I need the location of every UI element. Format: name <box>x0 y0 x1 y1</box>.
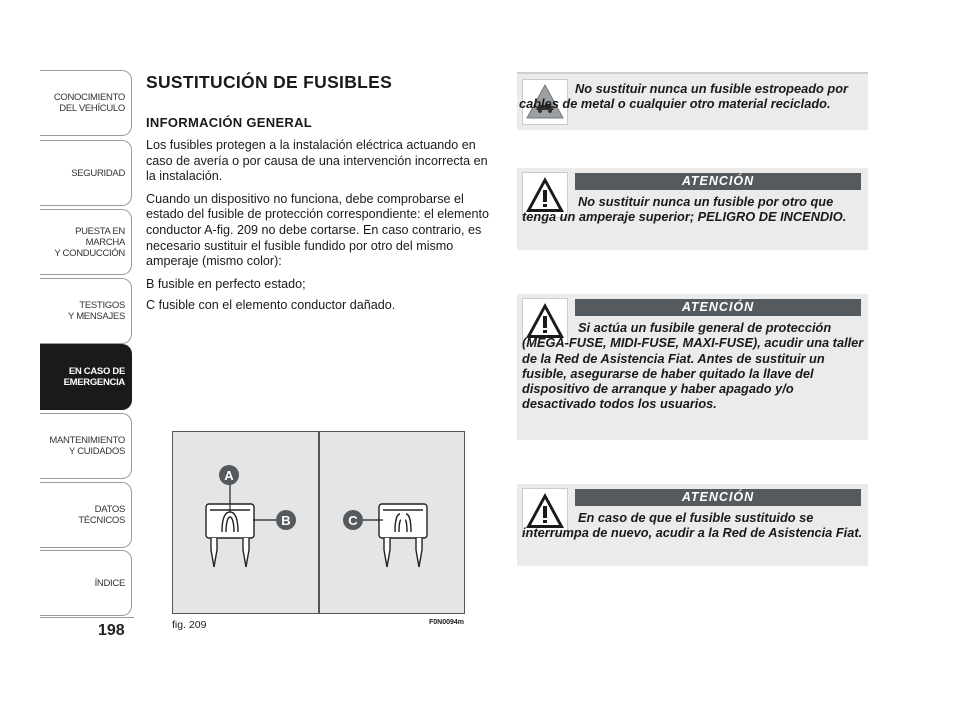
fuse-blown-icon <box>379 504 427 567</box>
fuse-figure <box>172 431 465 614</box>
warning-text-2: Si actúa un fusibile general de protección (MEGA-FUSE, MIDI-FUSE, MAXI-FUSE), acudir una taller de la Red de Asistencia Fiat. Antes de sustituir un fusible, asegurarse de haber quitado la llave del dispositivo de arranque y haber apagado y/o desactivado todos los usuarios. <box>522 320 864 412</box>
tab-indice[interactable]: ÍNDICE <box>40 550 132 616</box>
note-text: No sustituir nunca un fusible estropeado por cables de metal o cualquier otro material reciclado. <box>519 81 849 112</box>
warning-box-1 <box>517 168 868 250</box>
warning-heading-3: ATENCIÓN <box>575 489 861 506</box>
paragraph-check: Cuando un dispositivo no funciona, debe comprobarse el estado del fusible de protección correspondiente: el elemento conductor A-fig. 209 no debe cortarse. En caso contrario, es necesario sustituir el fusible fundido por otro del mismo amperaje (mismo color): <box>146 191 490 269</box>
fuse-good-icon <box>206 504 254 567</box>
note-box <box>517 74 868 130</box>
warning-text-1: No sustituir nunca un fusible por otro que tenga un amperaje superior; PELIGRO DE INCENDIO. <box>522 194 847 225</box>
tab-puesta-en-marcha[interactable]: PUESTA EN MARCHA Y CONDUCCIÓN <box>40 209 132 275</box>
list-item-b: B fusible en perfecto estado; <box>146 276 306 291</box>
list-item-c: C fusible con el elemento conductor dañado. <box>146 298 396 313</box>
tab-testigos[interactable]: TESTIGOS Y MENSAJES <box>40 278 132 344</box>
tab-conocimiento[interactable]: CONOCIMIENTO DEL VEHÍCULO <box>40 70 132 136</box>
tab-seguridad[interactable]: SEGURIDAD <box>40 140 132 206</box>
warning-box-2 <box>517 294 868 440</box>
page-title: SUSTITUCIÓN DE FUSIBLES <box>146 72 393 92</box>
section-subtitle: INFORMACIÓN GENERAL <box>146 115 313 130</box>
warning-heading-1: ATENCIÓN <box>575 173 861 190</box>
fuse-illustration <box>173 432 466 615</box>
tab-emergencia[interactable]: EN CASO DE EMERGENCIA <box>40 344 132 410</box>
tab-datos-tecnicos[interactable]: DATOS TÉCNICOS <box>40 482 132 548</box>
warning-text-3: En caso de que el fusible sustituido se interrumpa de nuevo, acudir a la Red de Asistencia Fiat. <box>522 510 863 541</box>
label-c: C <box>348 513 358 528</box>
figure-code: F0N0094m <box>429 619 465 626</box>
warning-box-3 <box>517 484 868 566</box>
paragraph-intro: Los fusibles protegen a la instalación eléctrica actuando en caso de avería o por causa de una intervención incorrecta en la instalación. <box>146 138 488 184</box>
body-text <box>146 138 496 320</box>
label-b: B <box>281 513 291 528</box>
page-number: 198 <box>98 622 125 639</box>
figure-caption: fig. 209 <box>172 619 207 631</box>
label-a: A <box>224 468 234 483</box>
warning-heading-2: ATENCIÓN <box>575 299 861 316</box>
tab-mantenimiento[interactable]: MANTENIMIENTO Y CUIDADOS <box>40 413 132 479</box>
page-number-rule <box>40 617 134 618</box>
